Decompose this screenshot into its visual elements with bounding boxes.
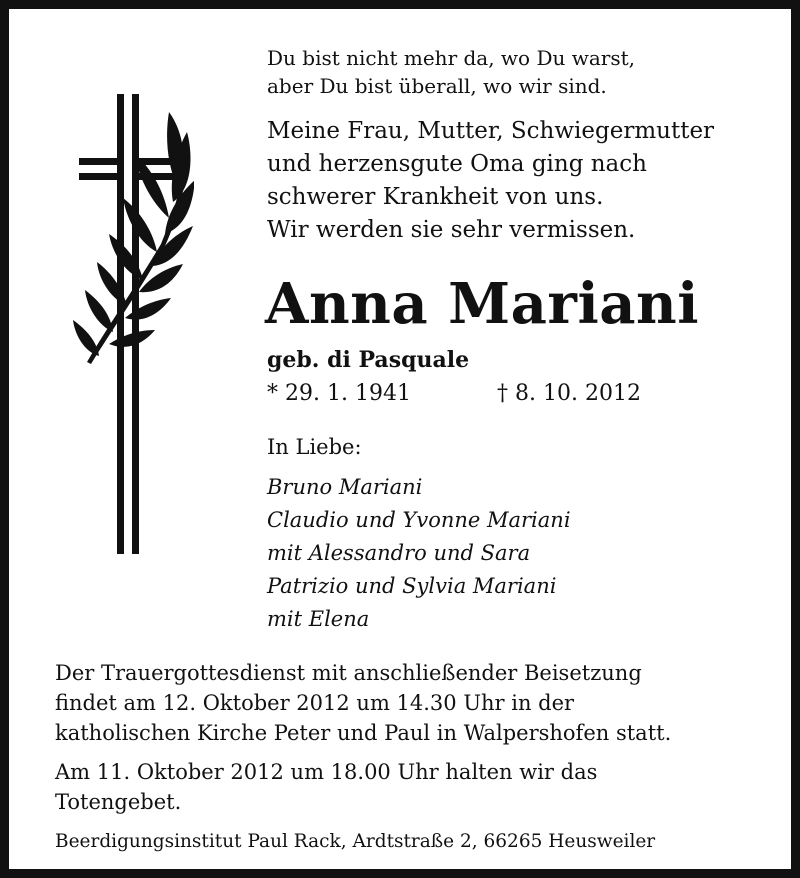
prayer-line: Totengebet. xyxy=(55,790,182,814)
intro-text xyxy=(267,115,714,247)
quote-line: aber Du bist überall, wo wir sind. xyxy=(267,74,607,98)
birth-name: geb. di Pasquale xyxy=(267,347,470,373)
service-line: Der Trauergottesdienst mit anschließender Beisetzung xyxy=(55,661,642,685)
quote-line: Du bist nicht mehr da, wo Du warst, xyxy=(267,46,635,70)
intro-line: schwerer Krankheit von uns. xyxy=(267,184,604,210)
death-date: † 8. 10. 2012 xyxy=(497,381,641,406)
intro-line: Wir werden sie sehr vermissen. xyxy=(267,217,636,243)
intro-line: Meine Frau, Mutter, Schwiegermutter xyxy=(267,118,715,144)
intro-line: und herzensgute Oma ging nach xyxy=(267,151,647,177)
prayer-line: Am 11. Oktober 2012 um 18.00 Uhr halten wir das xyxy=(55,760,598,784)
prayer-info xyxy=(55,757,597,817)
service-line: katholischen Kirche Peter und Paul in Walpershofen statt. xyxy=(55,721,672,745)
life-dates xyxy=(267,379,687,409)
cross-with-palm-branch-icon xyxy=(69,94,194,559)
mourner-line: mit Alessandro und Sara xyxy=(267,541,531,565)
mourner-line: mit Elena xyxy=(267,607,370,631)
funeral-service-info xyxy=(55,658,671,748)
mourner-line: Bruno Mariani xyxy=(267,475,423,499)
birth-date: * 29. 1. 1941 xyxy=(267,381,411,406)
service-line: findet am 12. Oktober 2012 um 14.30 Uhr in der xyxy=(55,691,575,715)
opening-quote xyxy=(267,44,635,100)
funeral-home-address: Beerdigungsinstitut Paul Rack, Ardtstraße 2, 66265 Heusweiler xyxy=(55,831,656,852)
mourners-heading: In Liebe: xyxy=(267,435,362,459)
mourner-line: Claudio und Yvonne Mariani xyxy=(267,508,571,532)
deceased-name: Anna Mariani xyxy=(265,271,699,337)
mourners-list xyxy=(267,471,571,636)
mourner-line: Patrizio und Sylvia Mariani xyxy=(267,574,557,598)
